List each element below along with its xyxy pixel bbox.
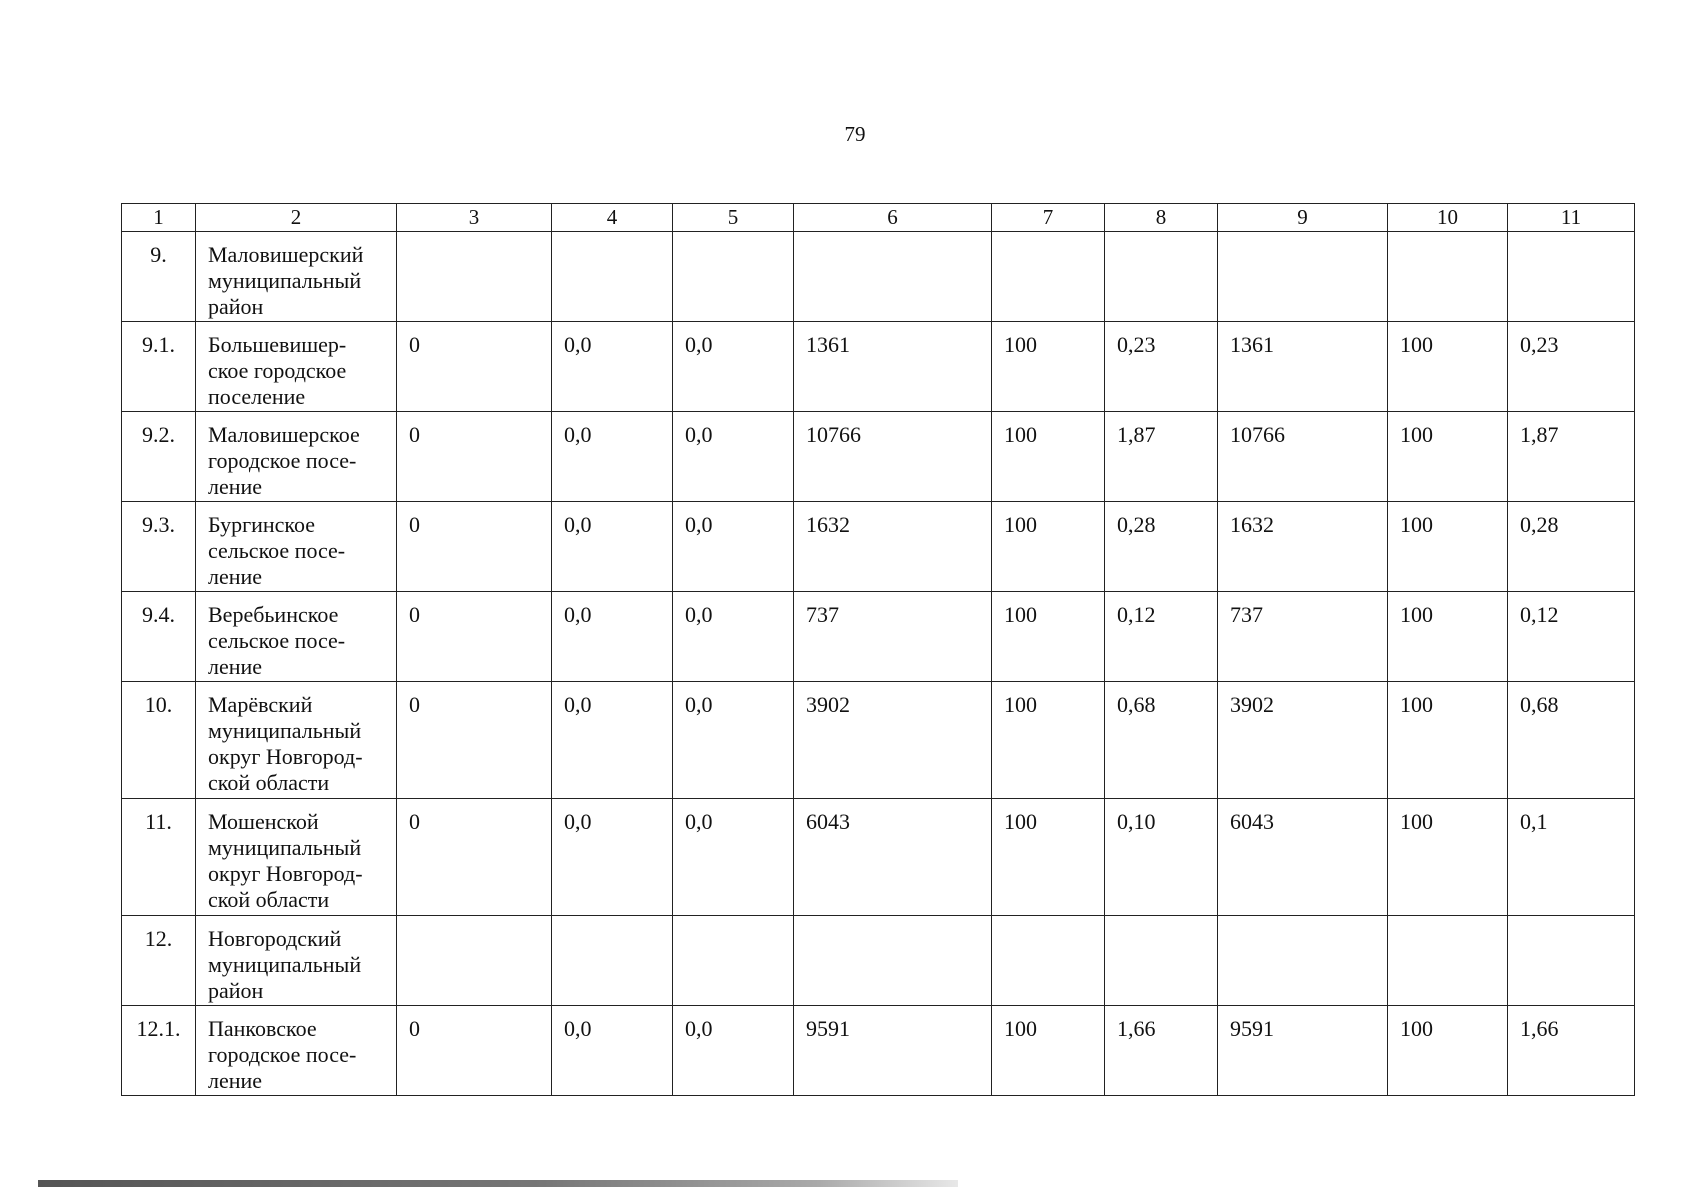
territory-name: Панковское городское посе-ление xyxy=(196,1006,397,1096)
table-row xyxy=(122,916,1635,1006)
column-header: 9 xyxy=(1218,204,1388,232)
table-cell: 100 xyxy=(1388,1006,1508,1096)
row-number: 11. xyxy=(122,799,196,916)
row-number: 9. xyxy=(122,232,196,322)
column-header: 5 xyxy=(673,204,794,232)
table-cell: 6043 xyxy=(1218,799,1388,916)
table-cell: 1361 xyxy=(794,322,992,412)
table-row xyxy=(122,799,1635,916)
table-cell: 9591 xyxy=(794,1006,992,1096)
table-cell: 1632 xyxy=(1218,502,1388,592)
table-cell xyxy=(552,232,673,322)
table-cell: 1632 xyxy=(794,502,992,592)
table-cell: 0 xyxy=(397,322,552,412)
column-header: 8 xyxy=(1105,204,1218,232)
table-cell xyxy=(1388,916,1508,1006)
table-cell xyxy=(1105,232,1218,322)
territory-name: Мошенской муниципальный округ Новгород-ской области xyxy=(196,799,397,916)
table-cell xyxy=(1218,916,1388,1006)
table-cell: 100 xyxy=(992,799,1105,916)
territory-name: Большевишер-ское городское поселение xyxy=(196,322,397,412)
table-cell: 100 xyxy=(992,322,1105,412)
table-cell: 0,68 xyxy=(1508,682,1635,799)
column-header: 2 xyxy=(196,204,397,232)
territory-name: Маловишерский муниципальный район xyxy=(196,232,397,322)
table-cell: 0,0 xyxy=(552,682,673,799)
column-header: 7 xyxy=(992,204,1105,232)
table-cell: 737 xyxy=(1218,592,1388,682)
table-cell: 1,66 xyxy=(1508,1006,1635,1096)
table-cell: 100 xyxy=(992,1006,1105,1096)
table-cell xyxy=(673,232,794,322)
table-cell: 0,0 xyxy=(673,592,794,682)
table-cell: 10766 xyxy=(794,412,992,502)
row-number: 9.1. xyxy=(122,322,196,412)
page-number: 79 xyxy=(844,122,866,146)
table-cell: 3902 xyxy=(1218,682,1388,799)
table-cell: 0,0 xyxy=(552,1006,673,1096)
table-cell: 100 xyxy=(1388,322,1508,412)
column-header: 11 xyxy=(1508,204,1635,232)
table-cell xyxy=(397,916,552,1006)
table-cell: 0,23 xyxy=(1105,322,1218,412)
table-cell: 0 xyxy=(397,592,552,682)
table-cell: 1,66 xyxy=(1105,1006,1218,1096)
table-cell xyxy=(1105,916,1218,1006)
table-cell: 0,0 xyxy=(552,799,673,916)
table-cell: 0,0 xyxy=(673,322,794,412)
column-header: 10 xyxy=(1388,204,1508,232)
table-cell: 0,0 xyxy=(673,1006,794,1096)
table-cell: 0,0 xyxy=(673,412,794,502)
row-number: 12.1. xyxy=(122,1006,196,1096)
table-cell: 100 xyxy=(992,682,1105,799)
table-cell: 0 xyxy=(397,412,552,502)
table-cell xyxy=(1218,232,1388,322)
table-cell: 100 xyxy=(992,412,1105,502)
column-header: 1 xyxy=(122,204,196,232)
table-cell: 6043 xyxy=(794,799,992,916)
table-cell: 0,1 xyxy=(1508,799,1635,916)
row-number: 9.2. xyxy=(122,412,196,502)
data-table xyxy=(121,203,1635,1096)
column-header: 4 xyxy=(552,204,673,232)
table-row xyxy=(122,1006,1635,1096)
table-cell: 0 xyxy=(397,799,552,916)
table-cell xyxy=(1508,232,1635,322)
table-cell: 0 xyxy=(397,682,552,799)
table-cell: 0,0 xyxy=(673,799,794,916)
table-cell: 9591 xyxy=(1218,1006,1388,1096)
table-cell: 0 xyxy=(397,502,552,592)
table-cell: 1,87 xyxy=(1105,412,1218,502)
table-row xyxy=(122,682,1635,799)
territory-name: Новгородский муниципальный район xyxy=(196,916,397,1006)
table-cell: 100 xyxy=(992,502,1105,592)
table-cell xyxy=(552,916,673,1006)
table-cell xyxy=(397,232,552,322)
table-cell xyxy=(673,916,794,1006)
table-cell: 1,87 xyxy=(1508,412,1635,502)
table-cell: 100 xyxy=(1388,502,1508,592)
table-cell xyxy=(1508,916,1635,1006)
row-number: 9.4. xyxy=(122,592,196,682)
table-cell: 1361 xyxy=(1218,322,1388,412)
table-cell xyxy=(794,232,992,322)
table-cell: 3902 xyxy=(794,682,992,799)
table-cell xyxy=(794,916,992,1006)
table-cell xyxy=(992,916,1105,1006)
table-cell: 100 xyxy=(1388,682,1508,799)
table-cell: 0,10 xyxy=(1105,799,1218,916)
table-cell: 100 xyxy=(992,592,1105,682)
territory-name: Бургинское сельское посе-ление xyxy=(196,502,397,592)
column-header: 3 xyxy=(397,204,552,232)
row-number: 12. xyxy=(122,916,196,1006)
table-cell: 10766 xyxy=(1218,412,1388,502)
table-cell: 100 xyxy=(1388,799,1508,916)
territory-name: Марёвский муниципальный округ Новгород-ской области xyxy=(196,682,397,799)
table-row xyxy=(122,322,1635,412)
table-cell: 0,12 xyxy=(1105,592,1218,682)
scan-edge-bar xyxy=(38,1180,958,1187)
table-cell: 0,0 xyxy=(673,502,794,592)
table-cell xyxy=(992,232,1105,322)
table-cell xyxy=(1388,232,1508,322)
row-number: 9.3. xyxy=(122,502,196,592)
table-cell: 0,23 xyxy=(1508,322,1635,412)
row-number: 10. xyxy=(122,682,196,799)
table-cell: 0,0 xyxy=(552,322,673,412)
territory-name: Веребьинское сельское посе-ление xyxy=(196,592,397,682)
table-cell: 0,0 xyxy=(552,412,673,502)
table-cell: 0,28 xyxy=(1105,502,1218,592)
table-header-row xyxy=(122,204,1635,232)
table-cell: 0,68 xyxy=(1105,682,1218,799)
table-cell: 0,0 xyxy=(552,592,673,682)
table-row xyxy=(122,232,1635,322)
table-cell: 0,0 xyxy=(673,682,794,799)
table-cell: 0 xyxy=(397,1006,552,1096)
column-header: 6 xyxy=(794,204,992,232)
table-row xyxy=(122,412,1635,502)
table-cell: 100 xyxy=(1388,412,1508,502)
table-row xyxy=(122,502,1635,592)
table-cell: 0,0 xyxy=(552,502,673,592)
table-cell: 737 xyxy=(794,592,992,682)
table-row xyxy=(122,592,1635,682)
table-cell: 0,12 xyxy=(1508,592,1635,682)
table-cell: 100 xyxy=(1388,592,1508,682)
territory-name: Маловишерское городское посе-ление xyxy=(196,412,397,502)
table-cell: 0,28 xyxy=(1508,502,1635,592)
